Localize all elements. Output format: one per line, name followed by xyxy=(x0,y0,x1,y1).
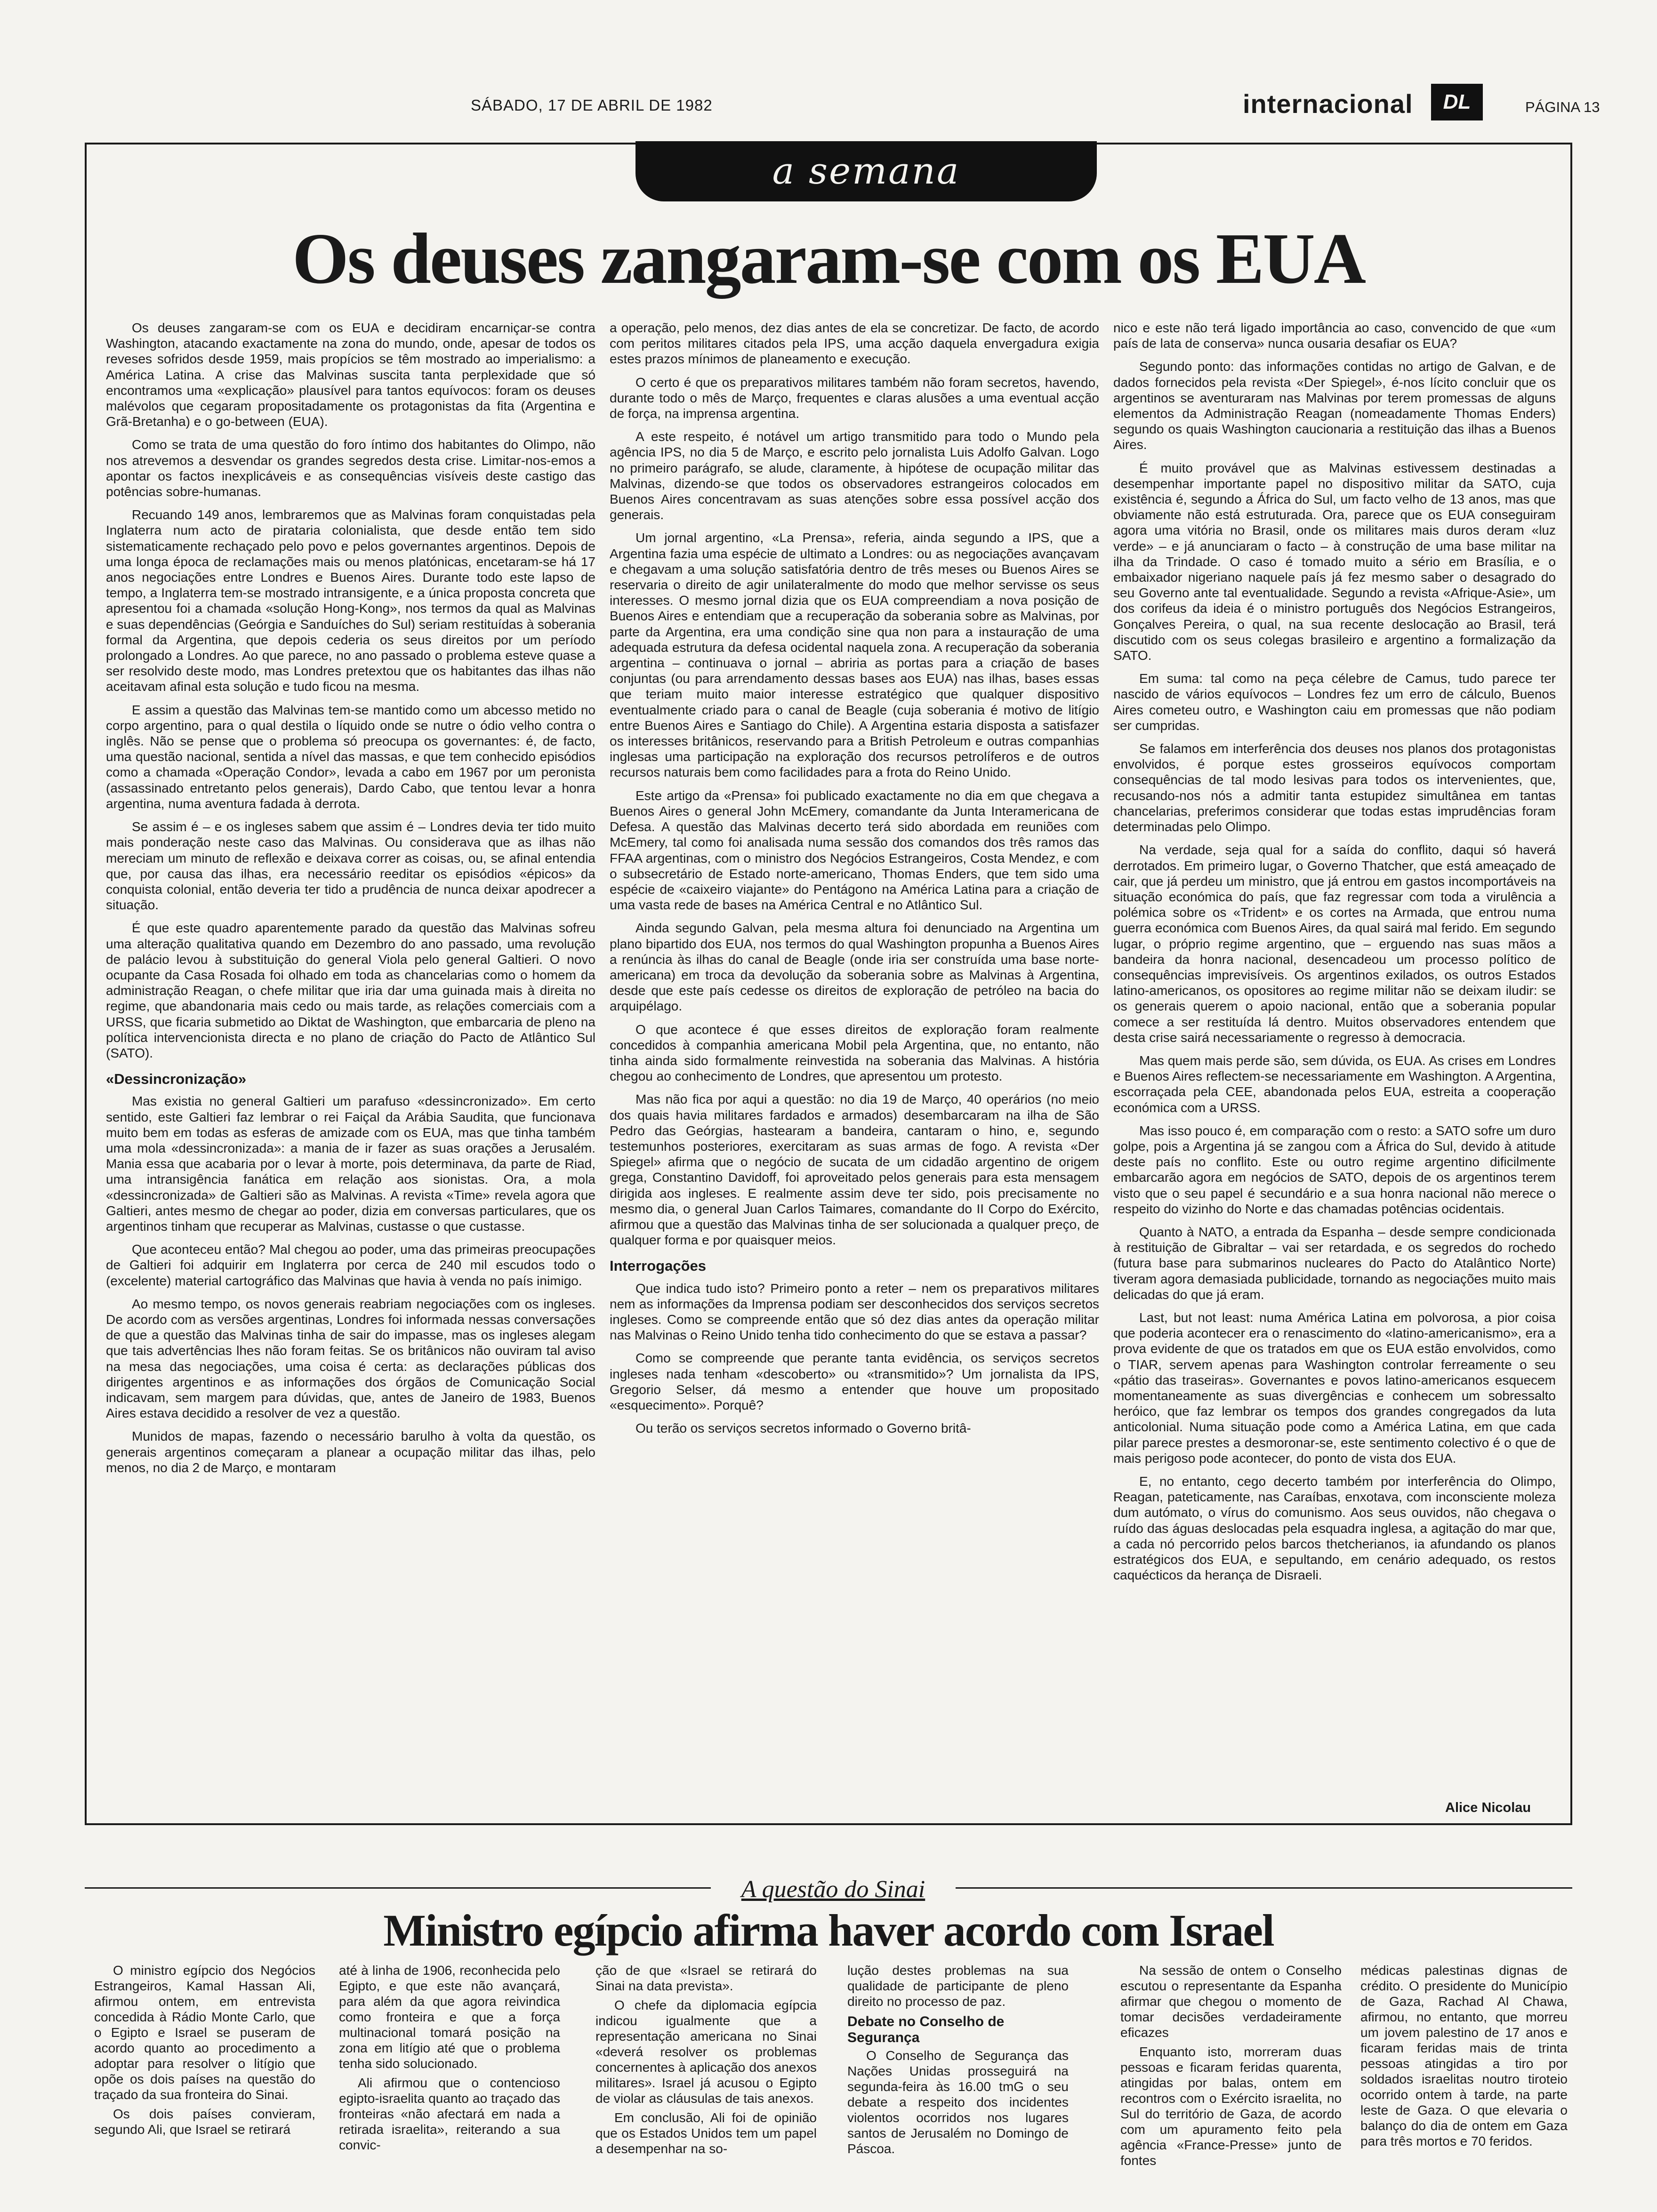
sinai-rule-right xyxy=(956,1887,1572,1889)
paragraph: Mas isso pouco é, em comparação com o resto: a SATO sofre um duro golpe, pois a Argentina já se zangou com a África do Sul, devido à atitude deste país no conflito. Este ou outro regime argentino dificilmente embarcarão agora em negócios de SATO, depois de os argentinos terem visto que o seu papel é secundário e a sua honra nacional não merece o respeito do vizinho do Norte e das chamadas potências ocidentais. xyxy=(1113,1123,1556,1216)
paragraph: Mas existia no general Galtieri um parafuso «dessincronizado». Em certo sentido, este Galtieri faz lembrar o rei Faiçal da Arábia Saudita, que funcionava muito bem em todas as esferas de amizade com os EUA, mas que tinha também uma mola «dessincronizada»: a mania de ir fazer as suas orações a Jerusalém. Mania essa que acabaria por o levar à morte, pois determinava, da parte de Riad, uma intransigência fanática em relação aos sionistas. Ora, a mola «dessincronizada» de Galtieri são as Malvinas. A revista «Time» revela agora que Galtieri, antes mesmo de chegar ao poder, dizia em conversas particulares, que os argentinos tinham que recuperar as Malvinas, custasse o que custasse. xyxy=(106,1094,595,1234)
paragraph: Se falamos em interferência dos deuses nos planos dos protagonistas envolvidos, é porque estes grosseiros equívocos comportam consequências de tal modo lesivas para todos os intervenientes, que, recusando-nos nós a admitir tanta estupidez simultânea em tantas chancelarias, preferimos considerar que todas estas imprudências foram determinadas pelo Olimpo. xyxy=(1113,741,1556,834)
paragraph: Os dois países convieram, segundo Ali, que Israel se retirará xyxy=(94,2107,315,2137)
paragraph: lução destes problemas na sua qualidade de participante de pleno direito no processo de paz. xyxy=(847,1963,1069,2009)
article-column-2 xyxy=(610,320,1099,1795)
paragraph: Last, but not least: numa América Latina em polvorosa, a pior coisa que poderia acontecer era o renascimento do «latino-americanismo», era a prova evidente de que os tratados em que os EUA estão envolvidos, como o TIAR, servem apenas para Washington controlar ferreamente o seu «pátio das traseiras». Governantes e povos latino-americanos esquecem momentaneamente as suas divergências e conhecem um sobressalto heróico, que faz lembrar os tempos dos grandes congregados da luta anticolonial. Numa situação pode como a América Latina, em que cada pilar parece prestes a desmoronar-se, este sentimento colectivo é o que de mais perigoso pode acontecer, do ponto de vista dos EUA. xyxy=(1113,1310,1556,1466)
sinai-kicker: A questão do Sinai xyxy=(741,1876,925,1903)
paragraph: Quanto à NATO, a entrada da Espanha – desde sempre condicionada à restituição de Gibraltar – vai ser retardada, e os segredos do rochedo (futura base para submarinos nucleares do Pacto do Atalântico Norte) tiveram agora demasiada publicidade, tornando as negociações muito mais delicadas do que já eram. xyxy=(1113,1224,1556,1302)
paragraph: E, no entanto, cego decerto também por interferência do Olimpo, Reagan, pateticamente, nas Caraíbas, enxotava, com inconsciente moleza dum autómato, o vírus do comunismo. Aos seus ouvidos, não chegava o ruído das águas deslocadas pela esquadra inglesa, a agitação do mar que, a cada nó percorrido pelos barcos thetcherianos, ia afundando os planos estratégicos dos EUA, e sepultando, em cenário adequado, os restos caquécticos da herança de Disraeli. xyxy=(1113,1474,1556,1583)
frame-right xyxy=(1570,143,1572,1825)
paragraph: E assim a questão das Malvinas tem-se mantido como um abcesso metido no corpo argentino, para o qual destila o líquido onde se nutre o ódio velho contra o inglês. Não se pense que o problema só preocupa os governantes: é, de facto, uma questão nacional, sentida a nível das massas, e que tem conhecido episódios como a chamada «Operação Condor», levada a cabo em 1967 por um peronista (assassinado entretanto pelos generais), Dardo Cabo, que tentou levar a honra argentina, numa aventura fadada à derrota. xyxy=(106,702,595,811)
kicker-text: a semana xyxy=(772,150,960,192)
paragraph: Mas não fica por aqui a questão: no dia 19 de Março, 40 operários (no meio dos quais havia militares fardados e armados) desembarcaram na ilha de São Pedro das Geórgias, hastearam a bandeira, cantaram o hino, e, segundo testemunhos posteriores, exercitaram as suas armas de fogo. A revista «Der Spiegel» afirma que o negócio de sucata de um cidadão argentino de origem grega, Constantino Davidoff, foi aproveitado pelos generais para esta mensagem dirigida aos ingleses. E realmente assim deve ter sido, pois precisamente no mesmo dia, o general Juan Carlos Taimares, comandante do II Corpo do Exército, afirmou que a questão das Malvinas tinha de ser solucionada a qualquer preço, de qualquer forma e por quaisquer meios. xyxy=(610,1092,1099,1248)
paragraph: Mas quem mais perde são, sem dúvida, os EUA. As crises em Londres e Buenos Aires reflectem-se necessariamente em Washington. A Argentina, escorraçada pela CEE, abandonada pelos EUA, estreita a cooperação económica com a URSS. xyxy=(1113,1053,1556,1115)
page-number: PÁGINA 13 xyxy=(1525,99,1600,115)
paragraph: Na sessão de ontem o Conselho escutou o representante da Espanha afirmar que chegou o momento de tomar decisões verdadeiramente eficazes xyxy=(1120,1963,1342,2040)
frame-top-right xyxy=(1097,143,1572,144)
subheading: Debate no Conselho de Segurança xyxy=(847,2014,1005,2045)
paragraph: O chefe da diplomacia egípcia indicou igualmente que a representação americana no Sinai «deverá resolver os problemas concernentes à aplicação dos anexos militares». Israel já acusou o Egipto de violar as cláusulas de tais anexos. xyxy=(595,1998,817,2106)
paragraph: O ministro egípcio dos Negócios Estrangeiros, Kamal Hassan Ali, afirmou ontem, em entrevista concedida à Rádio Monte Carlo, que o Egipto e Israel se puseram de acordo quanto ao procedimento a adoptar para resolver o litígio que opõe os dois países na questão do traçado da sua fronteira do Sinai. xyxy=(94,1963,315,2102)
paragraph: O certo é que os preparativos militares também não foram secretos, havendo, durante todo o mês de Março, frequentes e claras alusões a uma eventual acção de força, na imprensa argentina. xyxy=(610,375,1099,421)
paragraph: A este respeito, é notável um artigo transmitido para todo o Mundo pela agência IPS, no dia 5 de Março, e escrito pelo jornalista Luis Adolfo Galvan. Logo no primeiro parágrafo, se alude, claramente, à hipótese de ocupação militar das Malvinas, dizendo-se que todos os observadores estrangeiros colocados em Buenos Aires concentravam as suas atenções sobre essa possível acção dos generais. xyxy=(610,429,1099,522)
paragraph: Na verdade, seja qual for a saída do conflito, daqui só haverá derrotados. Em primeiro lugar, o Governo Thatcher, que está ameaçado de cair, que já perdeu um ministro, que já entrou em gastos incomportáveis na situação económica do país, que faz regressar com toda a virulência a polémica sobre os «Trident» e os cortes na Armada, que entrou numa guerra económica com Buenos Aires, da qual sairá mal ferido. Em segundo lugar, o próprio regime argentino, que – erguendo nas suas mãos a bandeira da honra nacional, desencadeou um processo político de consequências imprevisíveis. Os argentinos exilados, os outros Estados latino-americanos, os opositores ao regime militar não se deixam iludir: se os generais querem o apoio nacional, então que a soberania popular comece a ser restituída lá dentro. Muitos observadores entendem que desta crise sairá necessariamente o regresso à democracia. xyxy=(1113,842,1556,1045)
article-column-1 xyxy=(106,320,595,1795)
paragraph: Ao mesmo tempo, os novos generais reabriam negociações com os ingleses. De acordo com as versões argentinas, Londres foi informada nessas conversações de que a questão das Malvinas tinha de sair do impasse, mas os ingleses alegam que tais advertências lhes não foram feitas. Se os britânicos não ouviram tal aviso na mesa das negociações, uma coisa é certa: as declarações públicas dos dirigentes argentinos e as informações dos órgãos de Comunicação Social indicavam, sem margem para dúvidas, que, antes de Janeiro de 1983, Buenos Aires estava decidido a resolver de vez a questão. xyxy=(106,1296,595,1421)
sinai-column-4 xyxy=(847,1963,1069,2200)
paragraph: Que aconteceu então? Mal chegou ao poder, uma das primeiras preocupações de Galtieri foi adquirir em Inglaterra por cerca de 240 mil escudos todo o (excelente) material cartográfico das Malvinas que havia à venda no país inimigo. xyxy=(106,1242,595,1288)
paragraph: É muito provável que as Malvinas estivessem destinadas a desempenhar importante papel no dispositivo militar da SATO, cuja existência é, segundo a África do Sul, um facto velho de 13 anos, mas que obviamente não está estruturada. Ora, parece que os EUA conseguiram agora uma vitória no Brasil, onde os militares mais duros deram «luz verde» – e já anunciaram o facto – à construção de uma base militar na ilha da Trindade. O caso é tomado muito a sério em Brasília, e o embaixador nigeriano naquele país já fez mesmo saber o desagrado do seu Governo ante tal eventualidade. Segundo a revista «Afrique-Asie», um dos corifeus da ideia é o ministro português dos Negócios Estrangeiros, Gonçalves Pereira, o qual, na sua recente deslocação ao Brasil, terá discutido com os seus colegas brasileiro e argentino a formalização da SATO. xyxy=(1113,460,1556,663)
paragraph: Munidos de mapas, fazendo o necessário barulho à volta da questão, os generais argentinos começaram a planear a ocupação militar das ilhas, pelo menos, no dia 2 de Março, e montaram xyxy=(106,1429,595,1475)
paragraph: até à linha de 1906, reconhecida pelo Egipto, e que este não avançará, para além da que agora reivindica como fronteira e que a força multinacional tomará posição na zona em litígio até que o problema tenha sido solucionado. xyxy=(339,1963,560,2071)
paragraph: médicas palestinas dignas de crédito. O presidente do Município de Gaza, Rachad Al Chawa, afirmou, no entanto, que morreu um jovem palestino de 17 anos e ficaram feridas mais de trinta pessoas atingidas a tiro por soldados israelitas noutro tiroteio ocorrido ontem à tarde, na parte leste de Gaza. O que elevaria o balanço do dia de ontem em Gaza para três mortos e 70 feridos. xyxy=(1360,1963,1568,2148)
sinai-column-6 xyxy=(1360,1963,1568,2200)
paragraph: Em conclusão, Ali foi de opinião que os Estados Unidos tem um papel a desempenhar na so- xyxy=(595,2110,817,2156)
paragraph: Em suma: tal como na peça célebre de Camus, tudo parece ter nascido de vários equívocos – Londres fez um erro de cálculo, Buenos Aires cometeu outro, e Washington caiu em promessas que não podiam ser cumpridas. xyxy=(1113,671,1556,733)
paragraph: Que indica tudo isto? Primeiro ponto a reter – nem os preparativos militares nem as informações da Imprensa podiam ser desconhecidos dos serviços secretos ingleses. Como se compreende então que só dez dias antes da operação militar nas Malvinas o Reino Unido tenha tido conhecimento do que se estava a passar? xyxy=(610,1281,1099,1343)
paragraph: Se assim é – e os ingleses sabem que assim é – Londres devia ter tido muito mais ponderação neste caso das Malvinas. Ou considerava que as ilhas não mereciam um minuto de reflexão e deixava correr as coisas, ou, se afinal entendia que, por causa das ilhas, era necessário reeditar os episódios «épicos» da conquista colonial, então deveria ter tido a prudência de nunca deixar apodrecer a situação. xyxy=(106,819,595,913)
paragraph: nico e este não terá ligado importância ao caso, convencido de que «um país de lata de conserva» nunca ousaria desafiar os EUA? xyxy=(1113,321,1556,351)
sinai-column-3 xyxy=(595,1963,817,2200)
section-name: internacional xyxy=(1243,89,1413,119)
headline: Os deuses zangaram-se com os EUA xyxy=(292,219,1365,299)
page-date: SÁBADO, 17 DE ABRIL DE 1982 xyxy=(471,96,713,114)
dl-logo xyxy=(1431,84,1483,120)
subheading: «Dessincronização» xyxy=(106,1071,247,1088)
frame-left xyxy=(85,143,87,1825)
sinai-headline: Ministro egípcio afirma haver acordo com Israel xyxy=(383,1905,1274,1956)
paragraph: Este artigo da «Prensa» foi publicado exactamente no dia em que chegava a Buenos Aires o general John McEmery, comandante da Junta Interamericana de Defesa. A questão das Malvinas decerto terá sido abordada em reuniões com McEmery, tal como foi analisada numa sessão dos comandos dos três ramos das FFAA argentinas, com o ministro dos Negócios Estrangeiros, Costa Mendez, e com o subsecretário de Estado norte-americano, Thomas Enders, que tem sido uma espécie de «caixeiro viajante» do Pentágono na América Latina para a criação de uma vasta rede de bases na América Central e no Atlântico Sul. xyxy=(610,788,1099,913)
sinai-column-2 xyxy=(339,1963,560,2200)
paragraph: Como se trata de uma questão do foro íntimo dos habitantes do Olimpo, não nos atrevemos a desvendar os grandes segredos desta crise. Limitar-nos-emos a apontar os factos inexplicáveis e as consequências visíveis deste castigo das potências sobre-humanas. xyxy=(106,437,595,499)
paragraph: Enquanto isto, morreram duas pessoas e ficaram feridas quarenta, atingidas por balas, ontem em recontros com o Exército israelita, no Sul do território de Gaza, de acordo com um apuramento feito pela agência «France-Presse» junto de fontes xyxy=(1120,2044,1342,2168)
frame-top-left xyxy=(85,143,635,144)
sinai-column-1 xyxy=(94,1963,315,2200)
paragraph: Ainda segundo Galvan, pela mesma altura foi denunciado na Argentina um plano bipartido dos EUA, nos termos do qual Washington propunha a Buenos Aires a renúncia às ilhas do canal de Beagle (onde iria ser construída uma base norte-americana) em troca da devolução da soberania sobre as Malvinas à Argentina, desde que este país cedesse os direitos de exploração de petróleo na bacia do arquipélago. xyxy=(610,921,1099,1014)
kicker-tab xyxy=(635,141,1097,201)
paragraph: Recuando 149 anos, lembraremos que as Malvinas foram conquistadas pela Inglaterra num acto de pirataria colonialista, que desde então tem sido sistematicamente rechaçado pelo povo e pelos governantes argentinos. Depois de uma longa época de reclamações mais ou menos platónicas, encetaram-se há 17 anos negociações entre Londres e Buenos Aires. Durante todo este lapso de tempo, a Inglaterra tem-se mostrado intransigente, e a única proposta concreta que apresentou foi a chamada «solução Hong-Kong», nos termos da qual as Malvinas e suas dependências (Geórgia e Sanduíches do Sul) seriam restituídas à soberania formal da Argentina, que depois cederia os seus direitos por um período prolongado a Londres. Ao que parece, no ano passado o problema esteve quase a ser resolvido deste modo, mas Londres pretextou que os habitantes das ilhas não aceitavam afinal esta solução e tudo ficou na mesma. xyxy=(106,507,595,694)
paragraph: O Conselho de Segurança das Nações Unidas prosseguirá na segunda-feira às 16.00 tmG o seu debate a respeito dos incidentes violentos ocorridos nos lugares santos de Jerusalém no Domingo de Páscoa. xyxy=(847,2048,1069,2156)
byline: Alice Nicolau xyxy=(1445,1800,1531,1815)
frame-bottom xyxy=(85,1823,1572,1825)
subheading: Interrogações xyxy=(610,1258,707,1274)
sinai-rule-left xyxy=(85,1887,711,1889)
paragraph: Ou terão os serviços secretos informado o Governo britâ- xyxy=(635,1421,971,1436)
paragraph: É que este quadro aparentemente parado da questão das Malvinas sofreu uma alteração qualitativa quando em Dezembro do ano passado, uma revolução de palácio levou à substituição do general Viola pelo general Galtieri. O novo ocupante da Casa Rosada foi olhado em toda as chancelarias como o homem da administração Reagan, o chefe militar que iria dar uma guinada mais à direita no regime, que abandonaria mais cedo ou mais tarde, as relações comerciais com a URSS, que ficaria submetido ao Diktat de Washington, que embarcaria de pleno na política intervencionista directa e no plano de criação do Pacto de Atlântico Sul (SATO). xyxy=(106,921,595,1060)
paragraph: Segundo ponto: das informações contidas no artigo de Galvan, e de dados fornecidos pela revista «Der Spiegel», é-nos lícito concluir que os argentinos se aventuraram nas Malvinas por terem promessas de alguns elementos da Administração Reagan (nomeadamente Thomas Enders) segundo os quais Washington caucionaria a restituição das ilhas a Buenos Aires. xyxy=(1113,359,1556,452)
paragraph: ção de que «Israel se retirará do Sinai na data prevista». xyxy=(595,1963,817,1993)
paragraph: Um jornal argentino, «La Prensa», referia, ainda segundo a IPS, que a Argentina fazia uma espécie de ultimato a Londres: ou as negociações avançavam e chegavam a uma solução satisfatória dentro de três meses ou Buenos Aires se reservaria o direito de agir unilateralmente do modo que melhor servisse os seus interesses. O mesmo jornal dizia que os EUA compreendiam a nova posição de Buenos Aires e entendiam que a recuperação da soberania sobre as Malvinas, por parte da Argentina, era uma condição sine qua non para a instauração de uma adequada estrutura da defesa ocidental naquela zona. A recuperação da soberania argentina – continuava o jornal – abriria as portas para a criação de bases conjuntas (ou para arrendamento dessas bases aos EUA) nas ilhas, bases essas que teriam muito maior interesse estratégico que qualquer dispositivo eventualmente criado para o canal de Beagle (cuja soberania é motivo de litígio entre Buenos Aires e Santiago do Chile). A Argentina estaria disposta a satisfazer os interesses britânicos, reservando para a British Petroleum e outras companhias inglesas uma participação na exploração dos recursos petrolíferos e de outros recursos naturais bem como facilidades para a frota do Reino Unido. xyxy=(610,530,1099,780)
sinai-column-5 xyxy=(1120,1963,1342,2200)
paragraph: Ali afirmou que o contencioso egipto-israelita quanto ao traçado das fronteiras «não afectará em nada a retirada israelita», reiterando a sua convic- xyxy=(339,2076,560,2152)
paragraph: Como se compreende que perante tanta evidência, os serviços secretos ingleses nada tenham «descoberto» ou «transmitido»? Um jornalista da IPS, Gregorio Selser, dá mesmo a entender que houve um propositado «esquecimento». Porquê? xyxy=(610,1351,1099,1412)
article-column-3 xyxy=(1113,320,1556,1774)
paragraph: O que acontece é que esses direitos de exploração foram realmente concedidos à companhia americana Mobil pela Argentina, que, no entanto, não tinha ainda sido formalmente reinvestida na soberania das Malvinas. A história chegou ao conhecimento de Londres, que apresentou um protesto. xyxy=(610,1022,1099,1084)
paragraph: Os deuses zangaram-se com os EUA e decidiram encarniçar-se contra Washington, atacando exactamente na zona do mundo, onde, apesar de todos os reveses sofridos desde 1959, mais propícios se têm mostrado ao imperialismo: a América Latina. A crise das Malvinas suscita tanta perplexidade que só encontramos uma «explicação» plausível para tantos equívocos: foram os deuses malévolos que cegaram propositadamente os protagonistas da fita (Argentina e Grã-Bretanha) e o go-between (EUA). xyxy=(106,321,595,429)
dl-logo-text: DL xyxy=(1443,90,1471,113)
paragraph: a operação, pelo menos, dez dias antes de ela se concretizar. De facto, de acordo com peritos militares citados pela IPS, uma acção daquela envergadura exigia estes prazos mínimos de planeamento e execução. xyxy=(610,321,1099,367)
